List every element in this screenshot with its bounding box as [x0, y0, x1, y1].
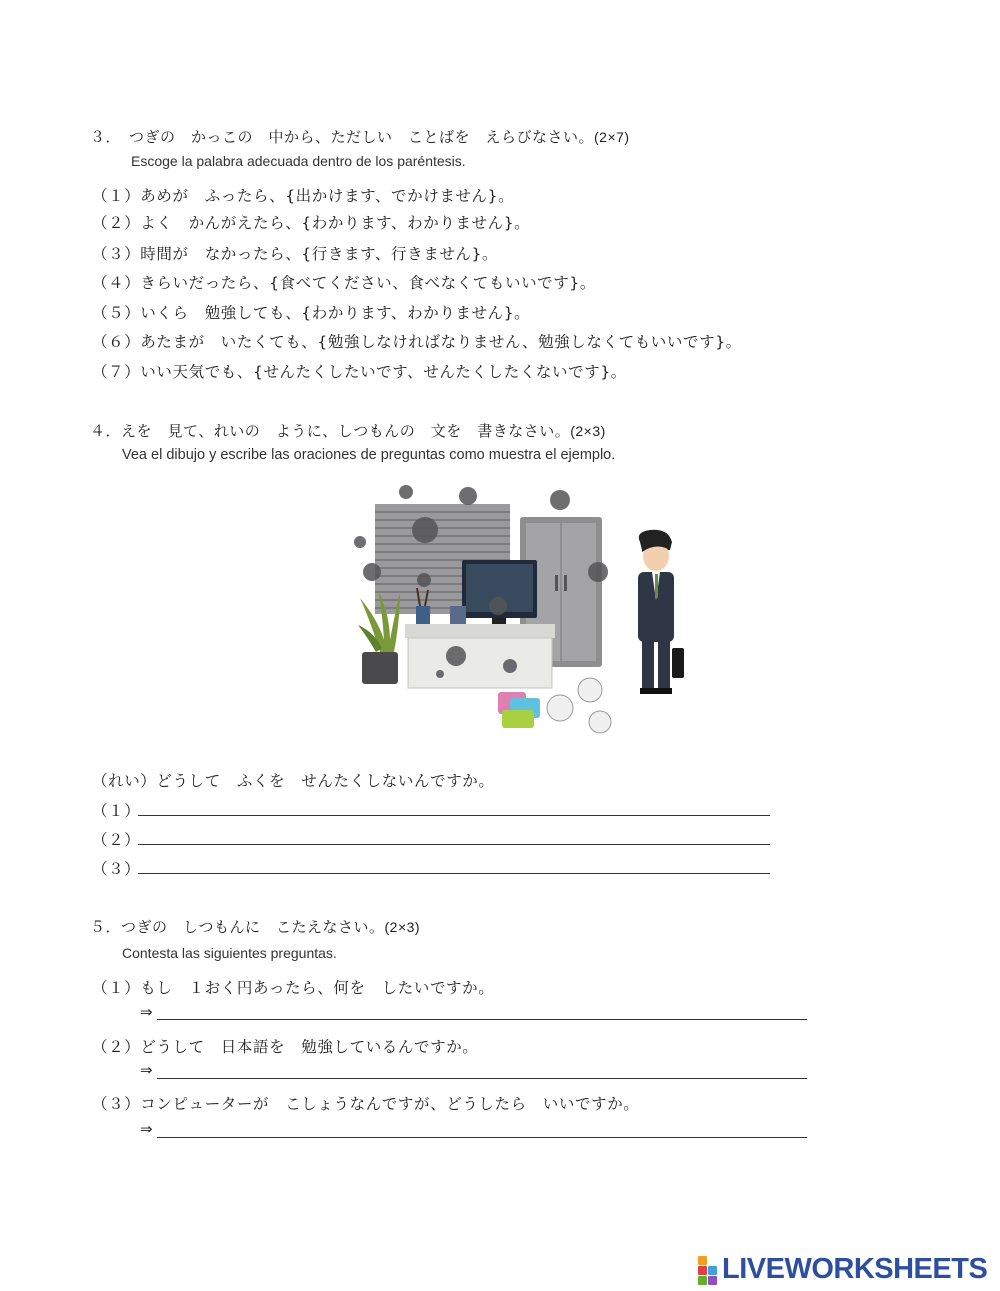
messy-office-illustration — [350, 480, 695, 740]
section4-answer-line-2[interactable] — [138, 844, 770, 845]
desk — [405, 624, 555, 688]
laundry-bags — [498, 692, 540, 728]
section3-item-6: （６）あたまが いたくても、{勉強しなければなりません、勉強しなくてもいいです}。 — [92, 333, 742, 351]
section3-item-3: （３）時間が なかったら、{行きます、行きません}。 — [92, 245, 499, 263]
section4-answer-label-1: （１） — [92, 802, 141, 820]
section5-answer-line-1[interactable] — [157, 1019, 807, 1020]
section5-question-1: （１）もし １おく円あったら、何を したいですか。 — [92, 979, 495, 997]
section4-answer-line-1[interactable] — [138, 815, 770, 816]
section4-answer-line-3[interactable] — [138, 873, 770, 874]
section3-points: (2×7) — [594, 129, 630, 145]
liveworksheets-brand: LIVEWORKSHEETS — [722, 1253, 988, 1285]
section4-instruction: Vea el dibujo y escribe las oraciones de preguntas como muestra el ejemplo. — [122, 447, 616, 463]
section3-item-4: （４）きらいだったら、{食べてください、食べなくてもいいです}。 — [92, 274, 596, 292]
section5-instruction: Contesta las siguientes preguntas. — [122, 945, 337, 961]
section3-instruction: Escoge la palabra adecuada dentro de los paréntesis. — [131, 153, 466, 169]
section4-heading: ４．えを 見て、れいの ように、しつもんの 文を 書きなさい。(2×3) — [90, 422, 606, 440]
liveworksheets-logo-icon — [698, 1256, 724, 1284]
section4-example: （れい）どうして ふくを せんたくしないんですか。 — [92, 772, 495, 790]
section5-heading: ５．つぎの しつもんに こたえなさい。(2×3) — [90, 918, 421, 936]
section5-answer-line-2[interactable] — [157, 1078, 807, 1079]
section5-points: (2×3) — [384, 919, 421, 935]
section4-answer-label-2: （２） — [92, 831, 141, 849]
section5-question-3: （３）コンピューターが こしょうなんですが、どうしたら いいですか。 — [92, 1095, 640, 1113]
section3-item-7: （７）いい天気でも、{せんたくしたいです、せんたくしたくないです}。 — [92, 363, 627, 381]
section3-item-2: （２）よく かんがえたら、{わかります、わかりません}。 — [92, 214, 531, 232]
businessman — [638, 530, 684, 694]
section3-item-5: （５）いくら 勉強しても、{わかります、わかりません}。 — [92, 304, 531, 322]
answer-arrow-icon: ⇒ — [140, 1003, 153, 1021]
section4-points: (2×3) — [570, 423, 606, 439]
computer-monitor — [462, 560, 537, 626]
crumpled-paper — [547, 678, 611, 733]
section3-item-1: （１）あめが ふったら、{出かけます、でかけません}。 — [92, 187, 515, 205]
section5-answer-line-3[interactable] — [157, 1137, 807, 1138]
section3-heading: ３． つぎの かっこの 中から、ただしい ことばを えらびなさい。(2×7) — [90, 128, 630, 146]
answer-arrow-icon: ⇒ — [140, 1120, 153, 1138]
section4-answer-label-3: （３） — [92, 860, 141, 878]
answer-arrow-icon: ⇒ — [140, 1061, 153, 1079]
section5-question-2: （２）どうして 日本語を 勉強しているんですか。 — [92, 1038, 479, 1056]
